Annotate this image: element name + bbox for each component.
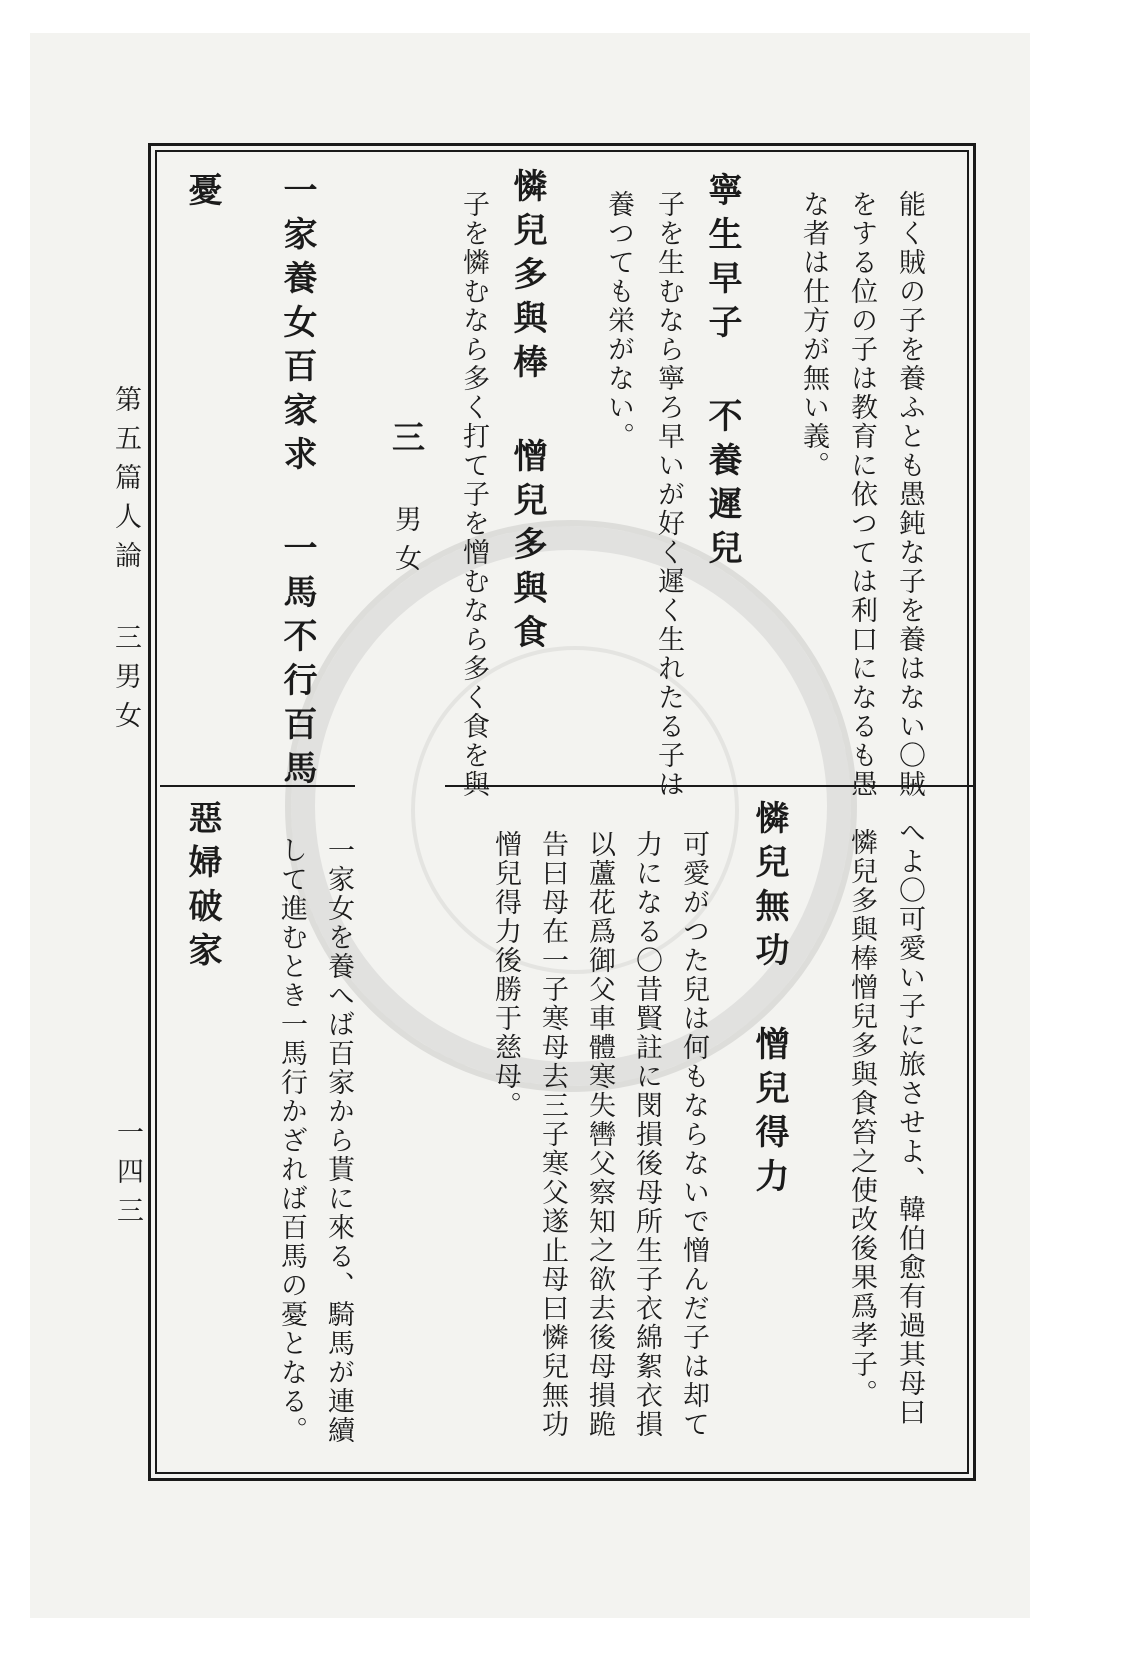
text-column-b5: 力になる〇昔賢註に閔損後母所生子衣綿絮衣損: [631, 830, 662, 1439]
text-column-b10: して進むとき一馬行かざれば百馬の憂となる。: [276, 836, 307, 1445]
text-column-1: 能く賊の子を養ふとも愚鈍な子を養はない〇賊: [894, 190, 925, 799]
running-head: 第五篇人論 三男女: [110, 385, 141, 740]
text-column-6: 養つても栄がない。: [603, 190, 634, 451]
proverb-3: 一家養女百家求 一馬不行百馬: [277, 172, 317, 794]
page-number: 一四三: [112, 1118, 143, 1235]
text-column-b7: 告曰母在一子寒母去三子寒父遂止母曰憐兒無功: [537, 830, 568, 1439]
text-column-b4: 可愛がつた兒は何もならないで憎んだ子は却て: [678, 830, 709, 1439]
proverb-5: 惡婦破家: [182, 800, 222, 976]
proverb-3-end: 憂: [182, 172, 222, 216]
section-number: 三: [387, 420, 426, 455]
text-column-2: をする位の子は教育に依つては利口になるも愚: [846, 190, 877, 799]
upper-section-divider-left: [160, 785, 355, 787]
proverb-4: 憐兒無功 憎兒得力: [749, 800, 789, 1202]
section-title: 男女: [390, 505, 421, 583]
text-column-b9: 一家女を養へば百家から貰に來る、騎馬が連續: [323, 836, 354, 1445]
proverb-2: 憐兒多與棒 憎兒多與食: [507, 168, 547, 658]
text-column-b2: 憐兒多與棒憎兒多與食笞之使改後果爲孝子。: [846, 828, 877, 1408]
text-column-5: 子を生むなら寧ろ早いが好く遲く生れたる子は: [653, 190, 684, 799]
text-column-b1: へよ〇可愛い子に旅させよ、韓伯愈有過其母曰: [894, 818, 925, 1427]
proverb-1: 寧生早子 不養遲兒: [702, 172, 742, 574]
text-column-3: な者は仕方が無い義。: [798, 190, 829, 480]
text-column-b6: 以蘆花爲御父車體寒失轡父察知之欲去後母損跪: [584, 830, 615, 1439]
text-column-b8: 憎兒得力後勝于慈母。: [490, 830, 521, 1120]
text-column-8: 子を憐むなら多く打て子を憎むなら多く食を與: [458, 190, 489, 799]
